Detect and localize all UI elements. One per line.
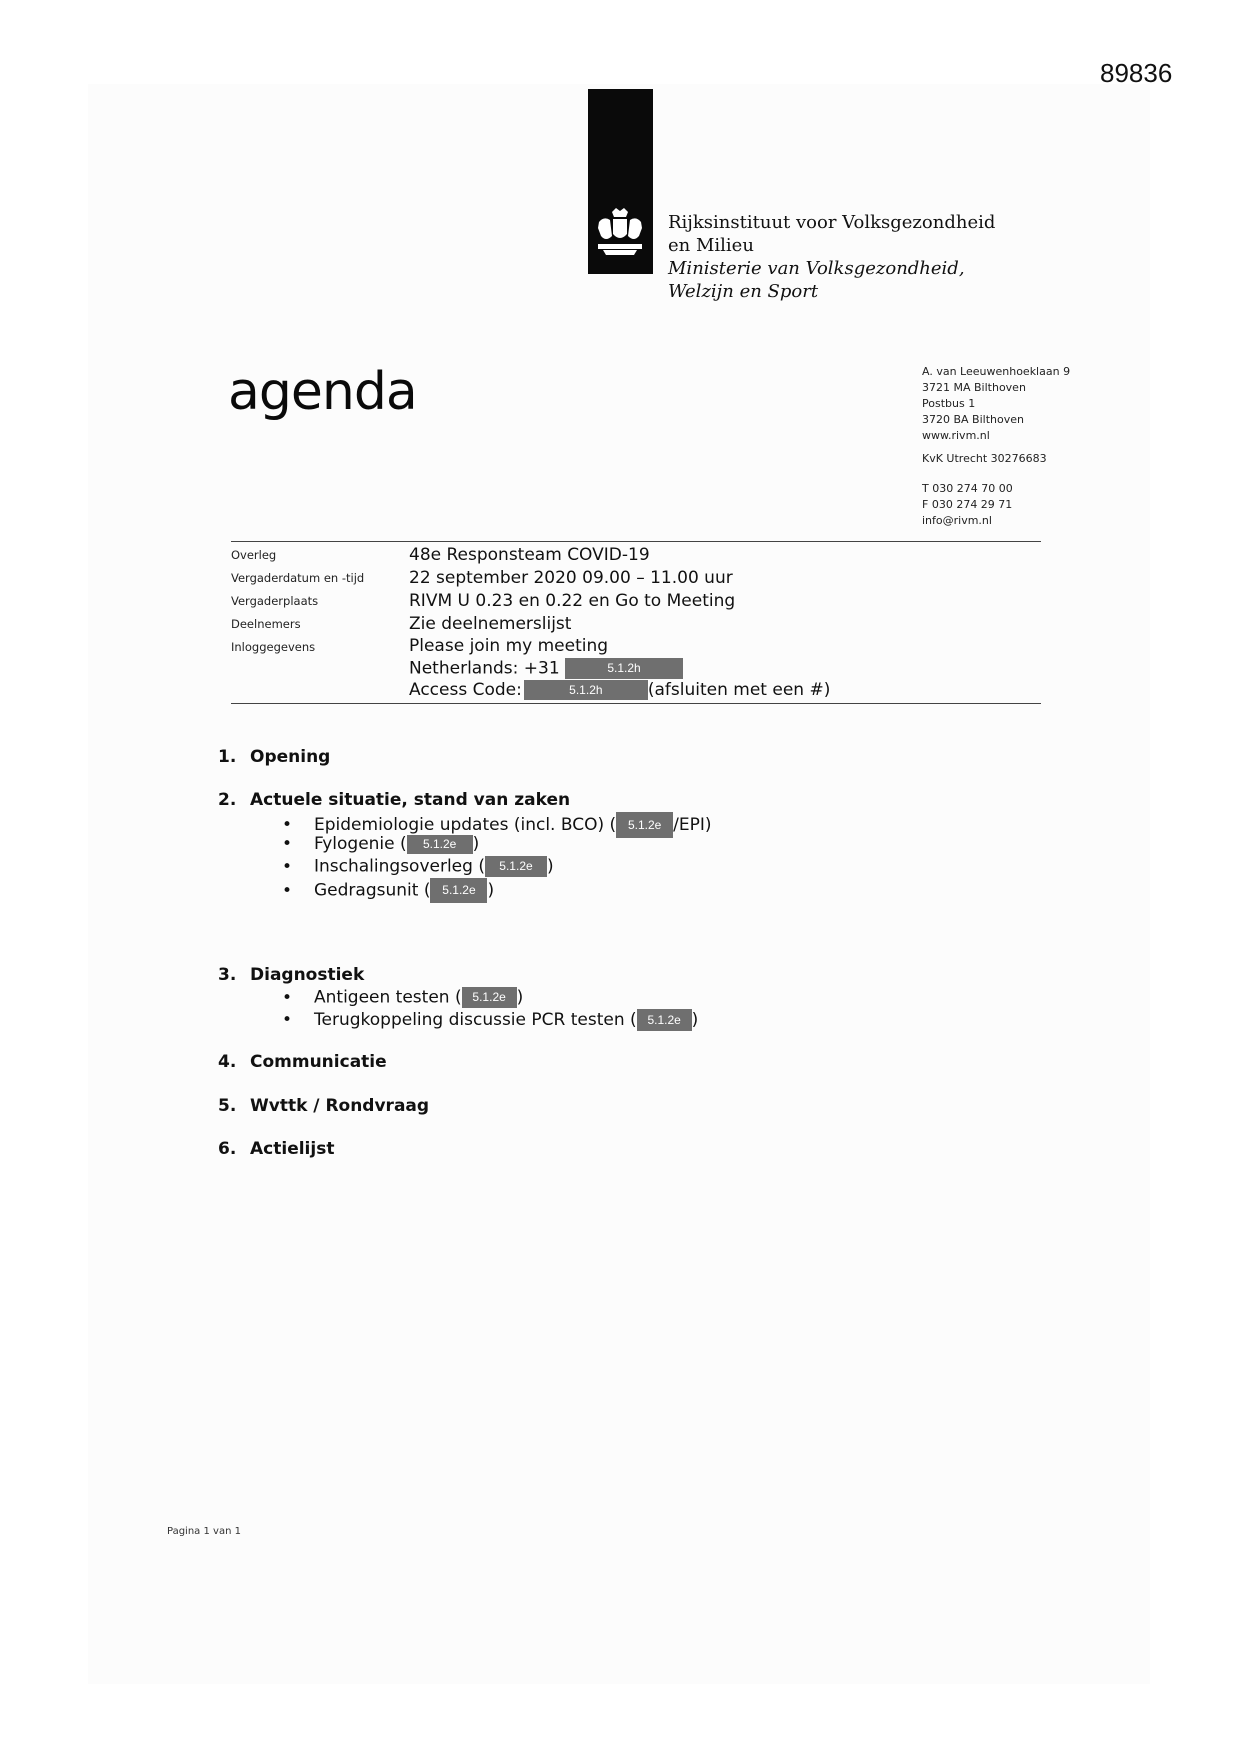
address-pobox: Postbus 1 (922, 397, 976, 410)
meta-value-overleg: 48e Responsteam COVID-19 (409, 545, 650, 565)
redaction-box: 5.1.2e (637, 1009, 692, 1031)
meta-label-inlog: Inloggegevens (231, 640, 316, 654)
subitem-text: Gedragsunit ( (314, 880, 431, 901)
scanned-page (88, 84, 1150, 1684)
bullet: • (282, 815, 293, 835)
bullet: • (282, 834, 293, 854)
redaction-box: 5.1.2e (430, 878, 487, 903)
meta-table-top-rule (231, 541, 1041, 542)
org-line-2: en Milieu (668, 235, 754, 256)
document-number: 89836 (1100, 58, 1173, 88)
meta-value-plaats: RIVM U 0.23 en 0.22 en Go to Meeting (409, 591, 736, 611)
royal-crest-icon (590, 206, 650, 260)
meta-label-datum: Vergaderdatum en -tijd (231, 571, 365, 585)
agenda-item-number: 2. (218, 790, 237, 810)
subitem-suffix: ) (546, 856, 554, 877)
meta-label-overleg: Overleg (231, 548, 277, 562)
address-kvk: KvK Utrecht 30276683 (922, 452, 1047, 465)
agenda-subitem (282, 834, 479, 854)
subitem-suffix: ) (487, 880, 495, 901)
access-code-suffix: (afsluiten met een #) (647, 680, 831, 700)
agenda-item-number: 4. (218, 1052, 237, 1072)
meta-value-deelnemers: Zie deelnemerslijst (409, 614, 572, 634)
organisation-name (668, 211, 995, 303)
subitem-suffix: /EPI) (673, 815, 712, 835)
redaction-box: 5.1.2h (524, 680, 648, 700)
address-postcode: 3721 MA Bilthoven (922, 381, 1026, 394)
address-website: www.rivm.nl (922, 429, 990, 442)
agenda-item-5 (218, 1096, 429, 1116)
redaction-box: 5.1.2e (462, 987, 517, 1008)
address-pobox-postcode: 3720 BA Bilthoven (922, 413, 1024, 426)
agenda-item-number: 6. (218, 1139, 237, 1159)
agenda-item-number: 3. (218, 965, 237, 985)
dial-in-prefix: Netherlands: +31 (409, 658, 560, 679)
meta-label-deelnemers: Deelnemers (231, 617, 301, 631)
meta-table-bottom-rule (231, 703, 1041, 704)
subitem-text: Epidemiologie updates (incl. BCO) ( (314, 815, 617, 835)
page-title: agenda (228, 362, 417, 422)
address-fax: F 030 274 29 71 (922, 498, 1013, 511)
agenda-item-3 (218, 965, 364, 985)
bullet: • (282, 987, 293, 1008)
agenda-item-6 (218, 1139, 334, 1159)
agenda-item-title: Actuele situatie, stand van zaken (250, 790, 571, 810)
subitem-text: Terugkoppeling discussie PCR testen ( (314, 1010, 637, 1030)
redaction-box: 5.1.2e (485, 856, 547, 877)
address-phone: T 030 274 70 00 (922, 482, 1013, 495)
access-code-prefix: Access Code: (409, 680, 522, 700)
agenda-item-1 (218, 747, 330, 767)
subitem-text: Inschalingsoverleg ( (314, 856, 485, 877)
subitem-suffix: ) (691, 1010, 699, 1030)
page-footer: Pagina 1 van 1 (167, 1526, 241, 1537)
agenda-item-2 (218, 790, 570, 810)
subitem-text: Fylogenie ( (314, 834, 407, 854)
meta-label-plaats: Vergaderplaats (231, 594, 319, 608)
meta-value-inlog-line1: Please join my meeting (409, 636, 609, 656)
agenda-item-title: Actielijst (250, 1139, 335, 1159)
agenda-item-title: Wvttk / Rondvraag (250, 1096, 430, 1116)
bullet: • (282, 856, 293, 877)
address-street: A. van Leeuwenhoeklaan 9 (922, 365, 1071, 378)
subitem-text: Antigeen testen ( (314, 987, 462, 1008)
agenda-subitem (282, 987, 523, 1008)
meta-value-inlog-line2 (409, 658, 683, 679)
redaction-box: 5.1.2h (565, 658, 683, 679)
meta-value-datum: 22 september 2020 09.00 – 11.00 uur (409, 568, 733, 588)
agenda-item-number: 5. (218, 1096, 237, 1116)
agenda-item-title: Diagnostiek (250, 965, 365, 985)
org-line-4: Welzijn en Sport (668, 281, 819, 302)
address-email: info@rivm.nl (922, 514, 992, 527)
redaction-box: 5.1.2e (616, 812, 673, 838)
bullet: • (282, 880, 293, 901)
agenda-item-number: 1. (218, 747, 237, 767)
agenda-item-4 (218, 1052, 387, 1072)
subitem-suffix: ) (472, 834, 480, 854)
redaction-box: 5.1.2e (407, 835, 473, 854)
agenda-item-title: Communicatie (250, 1052, 387, 1072)
agenda-subitem (282, 1009, 698, 1031)
agenda-item-title: Opening (250, 747, 331, 767)
org-line-1: Rijksinstituut voor Volksgezondheid (668, 212, 996, 233)
bullet: • (282, 1010, 293, 1030)
org-line-3: Ministerie van Volksgezondheid, (668, 258, 965, 279)
address-block (922, 364, 1070, 529)
agenda-subitem (282, 878, 494, 903)
agenda-subitem (282, 856, 554, 877)
subitem-suffix: ) (516, 987, 524, 1008)
meta-value-inlog-line3 (409, 680, 830, 700)
